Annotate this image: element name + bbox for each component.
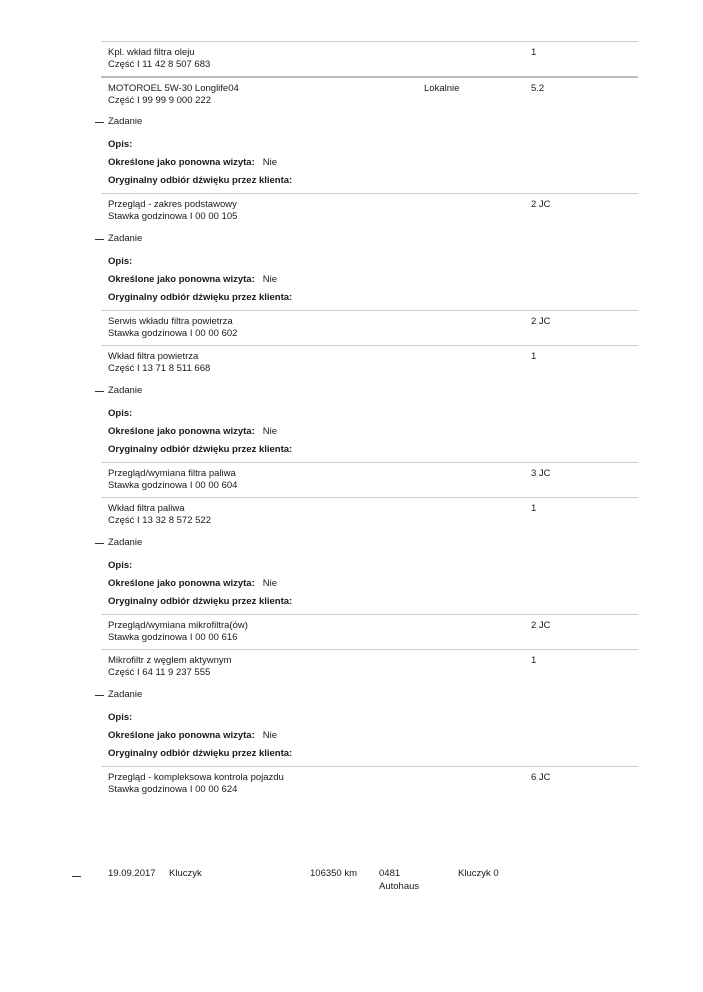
- collapse-icon[interactable]: [72, 876, 81, 877]
- item-name: Przegląd/wymiana filtra paliwa: [108, 468, 236, 479]
- item-quantity: 3 JC: [531, 468, 551, 479]
- item-quantity: 2 JC: [531, 316, 551, 327]
- item-number: Stawka godzinowa I 00 00 624: [108, 784, 238, 795]
- repeat-visit-value: Nie: [262, 157, 278, 168]
- item-number: Część I 99 99 9 000 222: [108, 95, 211, 106]
- item-quantity: 1: [531, 351, 537, 362]
- item-number: Stawka godzinowa I 00 00 602: [108, 328, 238, 339]
- collapse-icon[interactable]: [95, 239, 104, 240]
- task-label: Zadanie: [108, 537, 143, 548]
- dealer-code: 0481: [379, 868, 401, 879]
- item-number: Część I 64 11 9 237 555: [108, 667, 211, 678]
- item-name: Wkład filtra paliwa: [108, 503, 185, 514]
- labor-item: [101, 462, 638, 497]
- part-item: [101, 345, 638, 380]
- task-repeat-visit: Określone jako ponowna wizyta: Nie: [108, 157, 278, 168]
- labor-item: [101, 614, 638, 649]
- task-header[interactable]: [0, 228, 600, 250]
- labor-item: [101, 193, 638, 228]
- dealer-name: Autohaus: [379, 881, 420, 892]
- item-quantity: 1: [531, 655, 537, 666]
- visit-type: Kluczyk: [169, 868, 202, 879]
- item-quantity: 5.2: [531, 83, 545, 94]
- task-label: Zadanie: [108, 116, 143, 127]
- item-quantity: 2 JC: [531, 620, 551, 631]
- part-item: [101, 649, 638, 684]
- item-name: Przegląd - zakres podstawowy: [108, 199, 237, 210]
- task-label: Zadanie: [108, 689, 143, 700]
- item-quantity: 2 JC: [531, 199, 551, 210]
- service-entries: [0, 41, 703, 801]
- item-name: MOTOROEL 5W-30 Longlife04: [108, 83, 239, 94]
- item-number: Stawka godzinowa I 00 00 616: [108, 632, 238, 643]
- task-repeat-visit: Określone jako ponowna wizyta: Nie: [108, 578, 278, 589]
- visit-date: 19.09.2017: [108, 868, 156, 879]
- task-header[interactable]: [0, 111, 600, 133]
- task-description: Opis:: [108, 560, 133, 571]
- collapse-icon[interactable]: [95, 122, 104, 123]
- task-header[interactable]: [0, 684, 600, 706]
- item-quantity: 1: [531, 47, 537, 58]
- task-voice-of-customer: Oryginalny odbiór dźwięku przez klienta:: [108, 444, 293, 455]
- item-name: Wkład filtra powietrza: [108, 351, 199, 362]
- task-header[interactable]: [0, 532, 600, 554]
- task-repeat-visit: Określone jako ponowna wizyta: Nie: [108, 426, 278, 437]
- task-description: Opis:: [108, 408, 133, 419]
- labor-item: [101, 766, 638, 801]
- task-label: Zadanie: [108, 233, 143, 244]
- task-voice-of-customer: Oryginalny odbiór dźwięku przez klienta:: [108, 748, 293, 759]
- item-number: Część I 13 32 8 572 522: [108, 515, 211, 526]
- task-voice-of-customer: Oryginalny odbiór dźwięku przez klienta:: [108, 596, 293, 607]
- item-quantity: 6 JC: [531, 772, 551, 783]
- task-description: Opis:: [108, 139, 133, 150]
- part-item-oil-filter: [101, 41, 638, 76]
- task-repeat-visit: Określone jako ponowna wizyta: Nie: [108, 274, 278, 285]
- task-voice-of-customer: Oryginalny odbiór dźwięku przez klienta:: [108, 175, 293, 186]
- task-header[interactable]: [0, 380, 600, 402]
- part-item: [101, 497, 638, 532]
- collapse-icon[interactable]: [95, 391, 104, 392]
- item-number: Stawka godzinowa I 00 00 604: [108, 480, 238, 491]
- task-label: Zadanie: [108, 385, 143, 396]
- item-name: Przegląd/wymiana mikrofiltra(ów): [108, 620, 248, 631]
- part-item-engine-oil: [101, 76, 638, 111]
- item-number: Część I 11 42 8 507 683: [108, 59, 211, 70]
- item-location: Lokalnie: [424, 83, 460, 94]
- collapse-icon[interactable]: [95, 543, 104, 544]
- item-number: Stawka godzinowa I 00 00 105: [108, 211, 238, 222]
- repeat-visit-value: Nie: [262, 730, 278, 741]
- key-number: Kluczyk 0: [458, 868, 499, 879]
- item-name: Mikrofiltr z węglem aktywnym: [108, 655, 232, 666]
- task-voice-of-customer: Oryginalny odbiór dźwięku przez klienta:: [108, 292, 293, 303]
- task-description: Opis:: [108, 712, 133, 723]
- item-name: Serwis wkładu filtra powietrza: [108, 316, 233, 327]
- repeat-visit-value: Nie: [262, 426, 278, 437]
- task-repeat-visit: Określone jako ponowna wizyta: Nie: [108, 730, 278, 741]
- labor-item: [101, 310, 638, 345]
- item-name: Przegląd - kompleksowa kontrola pojazdu: [108, 772, 284, 783]
- item-number: Część I 13 71 8 511 668: [108, 363, 211, 374]
- item-name: Kpl. wkład filtra oleju: [108, 47, 195, 58]
- visit-mileage: 106350 km: [310, 868, 358, 879]
- collapse-icon[interactable]: [95, 695, 104, 696]
- repeat-visit-value: Nie: [262, 274, 278, 285]
- repeat-visit-value: Nie: [262, 578, 278, 589]
- item-quantity: 1: [531, 503, 537, 514]
- task-description: Opis:: [108, 256, 133, 267]
